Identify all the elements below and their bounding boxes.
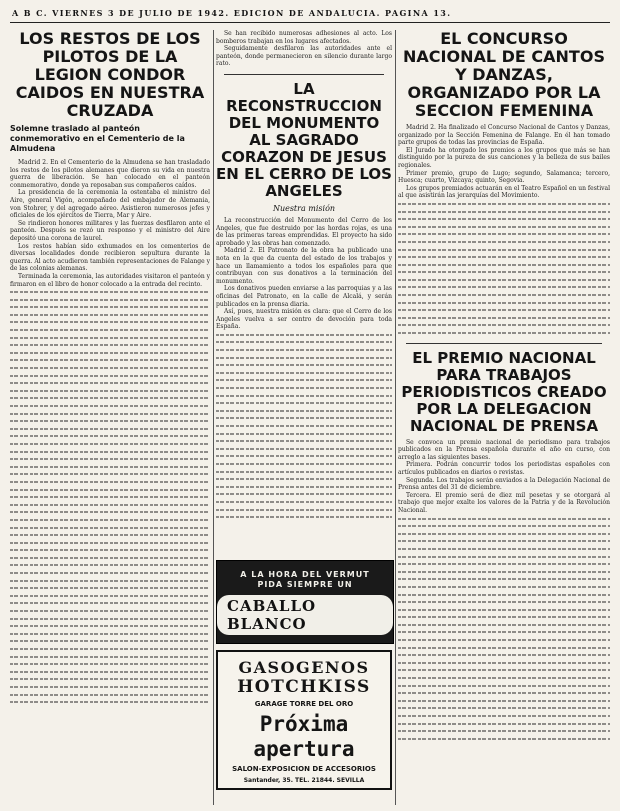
article-paragraph: Se convoca un premio nacional de periodismo para trabajos publicados en la Prensa española durante el año en curso, con arreglo a las siguientes bases. [398, 438, 610, 461]
ad-text: A LA HORA DEL VERMUT [240, 569, 370, 579]
column-middle [216, 30, 392, 570]
ad-opening: Próxima apertura [253, 712, 355, 761]
article-paragraph: Tercera. El premio será de diez mil pesetas y se otorgará al trabajo que mejor exalte los valores de la Patria y de la Revolución Nacional. [398, 491, 610, 514]
ad-garage: GARAGE TORRE DEL ORO [254, 700, 354, 708]
column-left [10, 30, 210, 805]
article-paragraph: Primera. Podrán concurrir todos los periodistas españoles con artículos publicados en diarios o revistas. [398, 461, 610, 476]
ad-address: Santander, 35. TEL. 21844. SEVILLA [243, 777, 365, 784]
illegible-body-text [10, 288, 210, 706]
article-paragraph: Madrid 2. El Patronato de la obra ha publicado una nota en la que da cuenta del estado de los trabajos y hace un llamamiento a todos los españoles para que contribuyan con sus donativos a la terminación del monumento. [216, 247, 392, 285]
illegible-body-text [398, 515, 610, 743]
column-divider-1 [213, 30, 214, 805]
illegible-body-text [216, 331, 392, 521]
article-paragraph: La presidencia de la ceremonia la ostentaba el ministro del Aire, general Vigón, acompañado del embajador de Alemania, von Stohrer, y del agregado aéreo. Asistieron numerosos jefes y oficiales de los ejércitos de Tierra, Mar y Aire. [10, 189, 210, 220]
article-paragraph: El Jurado ha otorgado los premios a los grupos que más se han distinguido por la pureza de sus canciones y la belleza de sus bailes regionales. [398, 146, 610, 169]
article-paragraph: Los restos habían sido exhumados en los cementerios de diversas localidades donde recibieron sepultura durante la guerra. Al acto acudieron también representaciones de Falange y de las colonias alemanas. [10, 242, 210, 273]
article-divider [406, 343, 602, 344]
article-paragraph: Seguidamente desfilaron las autoridades ante el panteón, donde permanecieron en silencio durante largo rato. [216, 45, 392, 68]
advertisement-hotchkiss [216, 650, 392, 790]
ad-brand: CABALLO BLANCO [217, 595, 393, 635]
article-paragraph: Terminada la ceremonia, las autoridades visitaron el panteón y firmaron en el libro de honor colocado a la entrada del recinto. [10, 272, 210, 288]
article-paragraph: Madrid 2. Ha finalizado el Concurso Nacional de Cantos y Danzas, organizado por la Sección Femenina de Falange. En él han tomado parte grupos de todas las provincias de España. [398, 124, 610, 147]
ad-title: GASOGENOS [238, 658, 370, 677]
article-paragraph: La reconstrucción del Monumento del Cerro de los Angeles, que fue destruido por las hordas rojas, es una de las primeras tareas emprendidas. El proyecto ha sido aprobado y las obras han comenzado. [216, 216, 392, 247]
page-header: A B C. VIERNES 3 DE JULIO DE 1942. EDICION DE ANDALUCIA. PAGINA 13. [12, 8, 452, 18]
article-paragraph: Se rindieron honores militares y las fuerzas desfilaron ante el panteón. Después se rezó un responso y el ministro del Aire depositó una corona de laurel. [10, 219, 210, 242]
article-headline-cerro-angeles: LA RECONSTRUCCION DEL MONUMENTO AL SAGRADO CORAZON DE JESUS EN EL CERRO DE LOS ANGELES [216, 79, 392, 200]
article-paragraph: Los donativos pueden enviarse a las parroquias y a las oficinas del Patronato, en la calle de Alcalá, y serán publicados en la prensa diaria. [216, 285, 392, 308]
ad-subtitle: SALON-EXPOSICION DE ACCESORIOS [232, 765, 376, 773]
article-subhead-cerro-angeles: Nuestra misión [272, 203, 336, 213]
advertisement-caballo-blanco [216, 560, 394, 644]
column-divider-2 [395, 30, 396, 805]
illegible-body-text [398, 200, 610, 337]
article-paragraph: Los grupos premiados actuarán en el Teatro Español en un festival al que asistirán las jerarquías del Movimiento. [398, 184, 610, 200]
article-divider [224, 74, 384, 75]
header-rule [10, 22, 610, 23]
article-paragraph: Madrid 2. En el Cementerio de la Almudena se han trasladado los restos de los pilotos alemanes que dieron su vida en nuestra guerra de liberación. Se han colocado en el panteón conmemorativo, donde ya reposaban sus compañeros caídos. [10, 159, 210, 189]
column-right [398, 30, 610, 805]
ad-text: PIDA SIEMPRE UN [257, 579, 353, 589]
article-subhead-legion-condor: Solemne traslado al panteón conmemorativo en el Cementerio de la Almudena [10, 124, 185, 153]
article-headline-concurso: EL CONCURSO NACIONAL DE CANTOS Y DANZAS, ORGANIZADO POR LA SECCION FEMENINA [403, 30, 605, 120]
article-paragraph: Segunda. Los trabajos serán enviados a la Delegación Nacional de Prensa antes del 31 de diciembre. [398, 476, 610, 492]
ad-brand: HOTCHKISS [237, 677, 371, 697]
article-paragraph: Así, pues, nuestra misión es clara: que el Cerro de los Angeles vuelva a ser centro de devoción para toda España. [216, 308, 392, 331]
article-paragraph: Se han recibido numerosas adhesiones al acto. Los bomberos trabajan en los lugares afectados. [216, 30, 392, 45]
article-headline-legion-condor: LOS RESTOS DE LOS PILOTOS DE LA LEGION CONDOR CAIDOS EN NUESTRA CRUZADA [15, 30, 205, 120]
article-paragraph: Primer premio, grupo de Lugo; segundo, Salamanca; tercero, Huesca; cuarto, Vizcaya; quinto, Segovia. [398, 169, 610, 185]
article-headline-premio: EL PREMIO NACIONAL PARA TRABAJOS PERIODISTICOS CREADO POR LA DELEGACION NACIONAL DE PRENSA [401, 348, 607, 435]
